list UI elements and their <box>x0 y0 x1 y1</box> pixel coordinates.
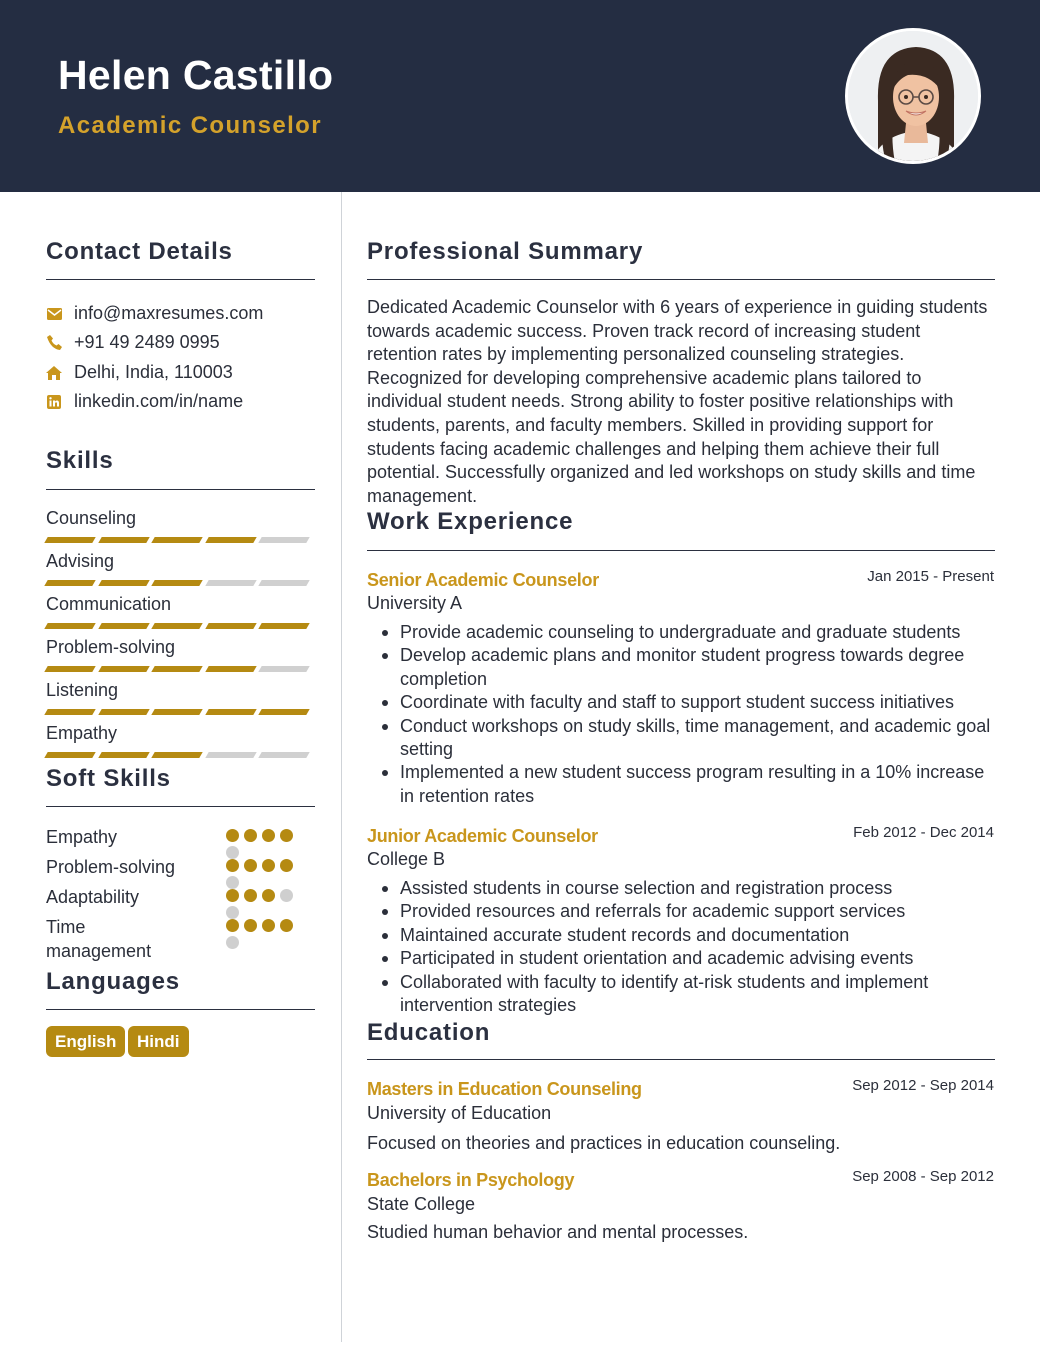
job-bullets <box>400 621 1000 808</box>
skill-level-segment <box>151 752 203 758</box>
skill-level-bar <box>46 709 314 715</box>
experience-title: Work Experience <box>367 508 574 535</box>
school-name: University of Education <box>367 1103 552 1123</box>
skill-level-segment <box>259 580 311 586</box>
job-title: Senior Academic Counselor <box>367 570 599 590</box>
candidate-name: Helen Castillo <box>58 52 334 98</box>
skill-level-segment <box>151 709 203 715</box>
skill-level-segment <box>98 623 150 629</box>
degree-title: Bachelors in Psychology <box>367 1170 575 1190</box>
list-item: Coordinate with faculty and staff to support student success initiatives <box>400 691 1000 714</box>
rating-dot <box>244 859 257 872</box>
language-badge: English <box>46 1026 125 1057</box>
skill-level-segment <box>205 623 257 629</box>
rating-dot <box>262 829 275 842</box>
skill-label: Empathy <box>46 723 118 743</box>
summary-title: Professional Summary <box>367 238 644 265</box>
contact-linkedin-text: linkedin.com/in/name <box>74 391 244 411</box>
rating-dot <box>262 859 275 872</box>
skill-level-bar <box>46 580 314 586</box>
rating-dot <box>244 829 257 842</box>
job-bullets <box>400 877 1000 1017</box>
skill-level-bar <box>46 537 314 543</box>
list-item: Implemented a new student success program resulting in a 10% increase in retention rates <box>400 761 1000 808</box>
soft-skill-label: Time management <box>46 917 152 961</box>
skill-level-segment <box>259 666 311 672</box>
rating-dot <box>262 889 275 902</box>
list-item: Provided resources and referrals for academic support services <box>400 900 1000 923</box>
skill-level-segment <box>98 709 150 715</box>
profile-photo <box>848 31 981 164</box>
skill-level-segment <box>151 537 203 543</box>
skill-level-segment <box>259 752 311 758</box>
rating-dot <box>226 846 239 859</box>
degree-description: Focused on theories and practices in education counseling. <box>367 1133 841 1153</box>
experience-rule <box>367 550 995 551</box>
list-item: Conduct workshops on study skills, time management, and academic goal setting <box>400 715 1000 762</box>
rating-dot <box>226 906 239 919</box>
home-icon <box>46 365 62 381</box>
skill-level-segment <box>151 580 203 586</box>
skills-title: Skills <box>46 447 114 474</box>
summary-rule <box>367 279 995 280</box>
skill-level-segment <box>259 709 311 715</box>
job-dates: Feb 2012 - Dec 2014 <box>853 824 994 841</box>
skill-level-segment <box>205 709 257 715</box>
rating-dot <box>244 889 257 902</box>
skill-level-segment <box>44 537 96 543</box>
languages-title: Languages <box>46 968 180 995</box>
skill-level-segment <box>44 666 96 672</box>
soft-skill-label: Problem-solving <box>46 857 176 877</box>
candidate-role: Academic Counselor <box>58 112 322 139</box>
contact-linkedin[interactable] <box>46 391 243 412</box>
skill-level-segment <box>98 537 150 543</box>
skill-level-segment <box>205 666 257 672</box>
skill-level-segment <box>98 752 150 758</box>
degree-dates: Sep 2008 - Sep 2012 <box>852 1168 994 1185</box>
list-item: Participated in student orientation and academic advising events <box>400 947 1000 970</box>
rating-dot <box>226 876 239 889</box>
skill-level-segment <box>44 752 96 758</box>
language-badge: Hindi <box>128 1026 189 1057</box>
degree-description: Studied human behavior and mental processes. <box>367 1222 749 1242</box>
soft-skill-label: Adaptability <box>46 887 140 907</box>
rating-dot <box>226 936 239 949</box>
contact-phone-text: +91 49 2489 0995 <box>74 332 220 352</box>
skill-level-bar <box>46 623 314 629</box>
soft-skills-title: Soft Skills <box>46 765 171 792</box>
list-item: Provide academic counseling to undergraduate and graduate students <box>400 621 1000 644</box>
skill-level-bar <box>46 752 314 758</box>
rating-dot <box>226 919 239 932</box>
contact-phone[interactable] <box>46 332 220 353</box>
skill-level-segment <box>98 580 150 586</box>
degree-title: Masters in Education Counseling <box>367 1079 642 1099</box>
list-item: Develop academic plans and monitor student progress towards degree completion <box>400 644 1000 691</box>
rating-dot <box>280 829 293 842</box>
education-title: Education <box>367 1019 491 1046</box>
job-dates: Jan 2015 - Present <box>867 568 994 585</box>
envelope-icon <box>46 306 62 322</box>
soft-skill-label: Empathy <box>46 827 118 847</box>
job-org: College B <box>367 849 446 869</box>
education-rule <box>367 1059 995 1060</box>
contact-rule <box>46 279 315 280</box>
rating-dot <box>280 919 293 932</box>
rating-dot <box>280 859 293 872</box>
skill-label: Communication <box>46 594 172 614</box>
languages-rule <box>46 1009 315 1010</box>
soft-skills-rule <box>46 806 315 807</box>
contact-title: Contact Details <box>46 238 233 265</box>
list-item: Collaborated with faculty to identify at-risk students and implement intervention strategies <box>400 971 1000 1018</box>
list-item: Assisted students in course selection and registration process <box>400 877 1000 900</box>
skill-level-segment <box>259 623 311 629</box>
skill-level-segment <box>44 580 96 586</box>
rating-dot <box>244 919 257 932</box>
skill-level-segment <box>151 666 203 672</box>
school-name: State College <box>367 1194 476 1214</box>
skill-level-segment <box>98 666 150 672</box>
degree-dates: Sep 2012 - Sep 2014 <box>852 1077 994 1094</box>
rating-dot <box>226 889 239 902</box>
skill-level-segment <box>205 580 257 586</box>
rating-dot <box>262 919 275 932</box>
skill-level-segment <box>205 752 257 758</box>
skill-label: Advising <box>46 551 115 571</box>
contact-address <box>46 362 233 383</box>
skill-level-bar <box>46 666 314 672</box>
rating-dot <box>280 889 293 902</box>
job-title: Junior Academic Counselor <box>367 826 598 846</box>
skill-level-segment <box>259 537 311 543</box>
skill-level-segment <box>44 709 96 715</box>
summary-text: Dedicated Academic Counselor with 6 years of experience in guiding students towards academic success. Proven track record of increasing student retention rates by implementing personalized counseling strategies. Recognized for developing comprehensive academic plans tailored to individual student needs. Strong ability to foster positive relationships with students, parents, and faculty members. Skilled in providing support for students facing academic challenges and helping them achieve their full potential. Successfully organized and led workshops on study skills and time management. <box>367 297 988 506</box>
skill-level-segment <box>205 537 257 543</box>
avatar <box>845 28 981 164</box>
skill-label: Problem-solving <box>46 637 176 657</box>
phone-icon <box>46 335 62 351</box>
linkedin-icon <box>46 394 62 410</box>
header <box>0 0 1040 192</box>
skill-level-segment <box>151 623 203 629</box>
column-divider <box>341 192 342 1342</box>
contact-email-text: info@maxresumes.com <box>74 303 264 323</box>
skill-label: Counseling <box>46 508 137 528</box>
skills-rule <box>46 489 315 490</box>
list-item: Maintained accurate student records and documentation <box>400 924 1000 947</box>
job-org: University A <box>367 593 463 613</box>
rating-dot <box>226 859 239 872</box>
contact-address-text: Delhi, India, 110003 <box>74 362 233 382</box>
rating-dot <box>226 829 239 842</box>
skill-level-segment <box>44 623 96 629</box>
skill-label: Listening <box>46 680 119 700</box>
contact-email[interactable] <box>46 303 263 324</box>
